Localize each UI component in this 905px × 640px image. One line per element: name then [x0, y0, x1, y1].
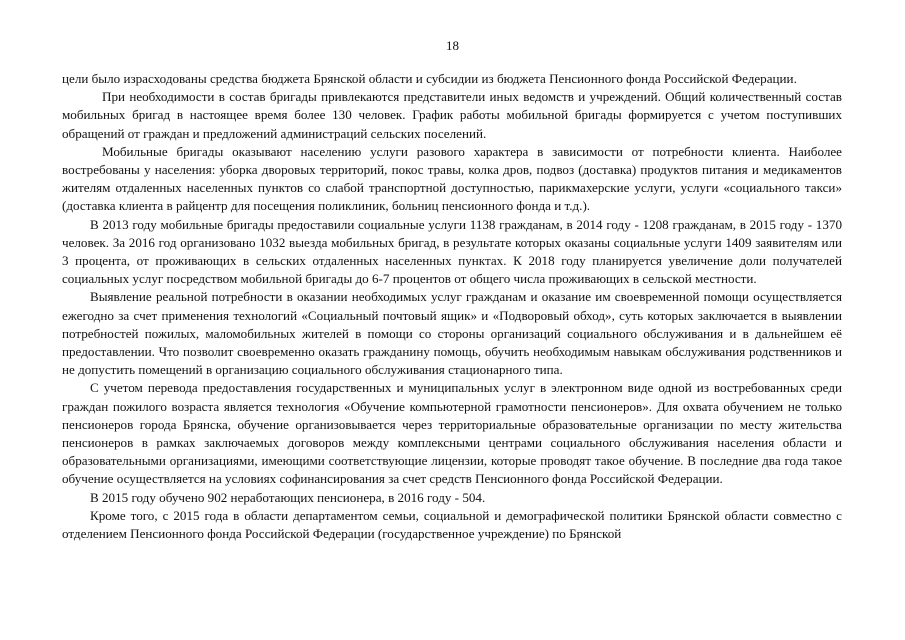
paragraph-training-statistics: В 2015 году обучено 902 неработающих пенсионера, в 2016 году - 504.: [90, 489, 486, 505]
paragraph-brigade-composition: При необходимости в состав бригады привлекаются представители иных ведомств и учреждений. Общий количественный состав мобильных бригад в настоящее время более 130 человек. График работы мобильной бригады формируется с учетом поступивших обращений от граждан и предложений администраций сельских поселений.: [62, 89, 842, 141]
document-body: [62, 70, 842, 543]
page-number: 18: [446, 38, 459, 53]
paragraph-brigade-statistics: В 2013 году мобильные бригады предоставили социальные услуги 1138 гражданам, в 2014 году - 1208 гражданам, в 2015 году - 1370 человек. За 2016 год организовано 1032 выезда мобильных бригад, в результате которых оказаны социальные услуги 1409 заявителям или 3 процента, от проживающих в сельских отдаленных населенных пунктах. К 2018 году планируется увеличение доли получателей социальных услуг посредством мобильной бригады до 6-7 процентов от общего числа проживающих в сельской местности.: [62, 216, 842, 287]
paragraph-computer-literacy: С учетом перевода предоставления государственных и муниципальных услуг в электронном виде одной из востребованных среди граждан пожилого возраста является технология «Обучение компьютерной грамотности пенсионеров». Для охвата обучением не только пенсионеров города Брянска, обучение организовывается через территориальные образовательные организации по месту жительства пенсионеров в рамках заключаемых договоров между комплексными центрами социального обслуживания населения области и образовательными организациями, имеющими соответствующие лицензии, которые проводят такое обучение. В последние два года такое обучение осуществляется на условиях софинансирования за счет средств Пенсионного фонда Российской Федерации.: [62, 380, 842, 487]
paragraph-needs-identification: Выявление реальной потребности в оказании необходимых услуг гражданам и оказание им своевременной помощи осуществляется ежегодно за счет применения технологий «Социальный почтовый ящик» и «Подворовый обход», суть которых заключается в выявлении потребностей пожилых, маломобильных жителей в помощи со стороны организаций социального обслуживания и в дальнейшем её предоставлении. Что позволит своевременно оказать гражданину помощь, обучить необходимым навыкам обслуживания родственников и не допустить помещений в организацию социального обслуживания стационарного типа.: [62, 289, 842, 378]
paragraph-continuation: цели было израсходованы средства бюджета Брянской области и субсидии из бюджета Пенсионного фонда Российской Федерации.: [62, 71, 797, 86]
paragraph-additional-info: Кроме того, с 2015 года в области департаментом семьи, социальной и демографической политики Брянской области совместно с отделением Пенсионного фонда Российской Федерации (государственное учреждение) по Брянской: [62, 507, 842, 542]
paragraph-brigade-services: Мобильные бригады оказывают населению услуги разового характера в зависимости от потребности клиента. Наиболее востребованы у населения: уборка дворовых территорий, покос травы, колка дров, подвоз (доставка) продуктов питания и медикаментов жителям отдаленных населенных пунктов со слабой транспортной доступностью, парикмахерские услуги, услуги «социального такси» (доставка клиента в райцентр для посещения поликлиник, больниц пенсионного фонда и т.д.).: [62, 143, 842, 214]
